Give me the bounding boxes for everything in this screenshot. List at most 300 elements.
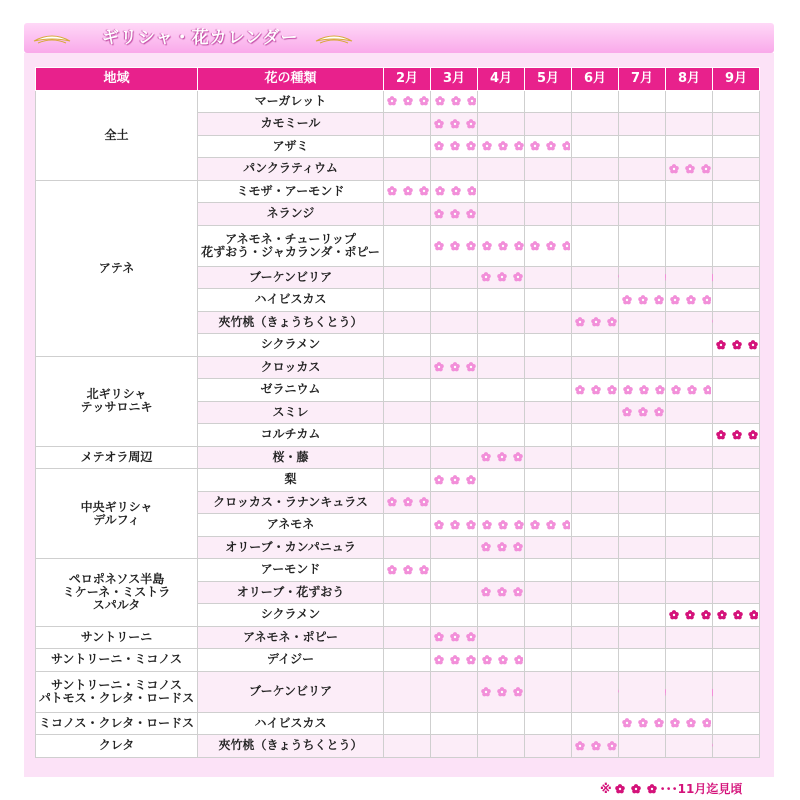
month-cell bbox=[666, 581, 713, 604]
flower-label: ゼラニウム bbox=[260, 382, 321, 397]
header-month-5: 5月 bbox=[525, 68, 572, 91]
flower-label: 梨 bbox=[284, 472, 297, 487]
month-cell bbox=[384, 469, 431, 492]
month-cell bbox=[478, 311, 525, 334]
flower-label: オリーブ・花ずおう bbox=[236, 584, 345, 599]
month-cell bbox=[619, 469, 666, 492]
month-cell bbox=[666, 311, 713, 334]
table-row bbox=[36, 356, 760, 379]
month-cell bbox=[478, 446, 525, 469]
month-cell bbox=[478, 559, 525, 582]
month-cell bbox=[713, 289, 760, 312]
month-cell bbox=[713, 356, 760, 379]
month-cell bbox=[666, 90, 713, 113]
flower-label: パンクラティウム bbox=[243, 161, 338, 176]
region-cell bbox=[36, 626, 198, 649]
month-cell bbox=[431, 90, 478, 113]
flower-label: コルチカム bbox=[260, 427, 321, 442]
month-cell bbox=[525, 180, 572, 203]
month-cell bbox=[713, 604, 760, 627]
bloom-period-bar bbox=[431, 357, 478, 379]
month-cell bbox=[431, 712, 478, 735]
flower-cell bbox=[198, 311, 384, 334]
month-cell bbox=[478, 604, 525, 627]
region-label: サントリーニ・ミコノス bbox=[51, 652, 182, 667]
region-label: パトモス・クレタ・ロードス bbox=[38, 690, 195, 705]
flower-label: 夾竹桃（きょうちくとう） bbox=[218, 738, 363, 753]
month-cell bbox=[525, 712, 572, 735]
month-cell bbox=[619, 379, 666, 402]
month-cell bbox=[572, 311, 619, 334]
month-cell bbox=[572, 712, 619, 735]
month-cell bbox=[572, 424, 619, 447]
month-cell bbox=[619, 180, 666, 203]
month-cell bbox=[525, 424, 572, 447]
flower-label: ミモザ・アーモンド bbox=[236, 183, 345, 198]
month-cell bbox=[525, 735, 572, 758]
month-cell bbox=[572, 225, 619, 266]
month-cell bbox=[572, 649, 619, 672]
region-label: ペロポネソス半島 bbox=[68, 571, 165, 586]
flower-icon bbox=[713, 430, 758, 440]
month-cell bbox=[619, 356, 666, 379]
bloom-period-bar bbox=[478, 537, 525, 559]
footnote-flower-icon bbox=[612, 784, 660, 794]
flower-cell bbox=[198, 649, 384, 672]
month-cell bbox=[525, 401, 572, 424]
footnote-prefix: ※ bbox=[600, 782, 612, 796]
month-cell bbox=[572, 135, 619, 158]
flower-label: ネランジ bbox=[266, 206, 315, 221]
month-cell bbox=[666, 180, 713, 203]
month-cell bbox=[572, 671, 619, 712]
month-cell bbox=[431, 113, 478, 136]
month-cell bbox=[431, 581, 478, 604]
month-cell bbox=[572, 334, 619, 357]
month-cell bbox=[431, 401, 478, 424]
month-cell bbox=[478, 90, 525, 113]
month-cell bbox=[572, 90, 619, 113]
month-cell bbox=[572, 158, 619, 181]
region-label: アテネ bbox=[98, 260, 135, 275]
flower-cell bbox=[198, 379, 384, 402]
month-cell bbox=[619, 158, 666, 181]
region-label: 全土 bbox=[104, 127, 129, 142]
month-cell bbox=[478, 135, 525, 158]
month-cell bbox=[431, 469, 478, 492]
month-cell bbox=[572, 581, 619, 604]
month-cell bbox=[666, 379, 713, 402]
month-cell bbox=[713, 671, 760, 712]
header-month-8: 8月 bbox=[666, 68, 713, 91]
month-cell bbox=[431, 289, 478, 312]
month-cell bbox=[384, 735, 431, 758]
month-cell bbox=[431, 356, 478, 379]
month-cell bbox=[572, 266, 619, 289]
month-cell bbox=[431, 266, 478, 289]
month-cell bbox=[525, 581, 572, 604]
region-label: 中央ギリシャ bbox=[80, 499, 153, 514]
flower-icon bbox=[713, 340, 758, 350]
region-label: クレタ bbox=[98, 738, 135, 753]
month-cell bbox=[525, 135, 572, 158]
month-cell bbox=[384, 225, 431, 266]
flower-label: 花ずおう・ジャカランダ・ポピー bbox=[201, 244, 380, 259]
region-label: サントリーニ bbox=[80, 629, 153, 644]
flower-cell bbox=[198, 626, 384, 649]
table-row bbox=[36, 649, 760, 672]
month-cell bbox=[525, 491, 572, 514]
month-cell bbox=[619, 559, 666, 582]
month-cell bbox=[431, 514, 478, 537]
month-cell bbox=[619, 424, 666, 447]
flower-label: カモミール bbox=[260, 116, 321, 131]
flower-label: アネモネ・ポピー bbox=[242, 629, 339, 644]
month-cell bbox=[478, 424, 525, 447]
month-cell bbox=[666, 626, 713, 649]
region-cell bbox=[36, 356, 198, 446]
month-cell bbox=[619, 113, 666, 136]
month-cell bbox=[572, 356, 619, 379]
header-month-7: 7月 bbox=[619, 68, 666, 91]
month-cell bbox=[384, 289, 431, 312]
flower-cell bbox=[198, 266, 384, 289]
month-cell bbox=[431, 536, 478, 559]
page-title: ギリシャ・花カレンダー bbox=[102, 28, 299, 48]
month-cell bbox=[478, 712, 525, 735]
flower-cell bbox=[198, 424, 384, 447]
flower-label: アネモネ bbox=[266, 517, 315, 532]
header-row bbox=[36, 68, 760, 91]
month-cell bbox=[619, 626, 666, 649]
month-cell bbox=[619, 536, 666, 559]
month-cell bbox=[713, 581, 760, 604]
month-cell bbox=[525, 536, 572, 559]
month-cell bbox=[431, 424, 478, 447]
title-banner bbox=[24, 23, 774, 53]
month-cell bbox=[478, 401, 525, 424]
month-cell bbox=[619, 712, 666, 735]
month-cell bbox=[384, 712, 431, 735]
region-label: ミケーネ・ミストラ bbox=[62, 584, 171, 599]
month-cell bbox=[384, 401, 431, 424]
month-cell bbox=[478, 671, 525, 712]
month-cell bbox=[666, 671, 713, 712]
month-cell bbox=[572, 735, 619, 758]
month-cell bbox=[478, 536, 525, 559]
month-cell bbox=[666, 604, 713, 627]
month-cell bbox=[619, 289, 666, 312]
month-cell bbox=[572, 491, 619, 514]
month-cell bbox=[384, 180, 431, 203]
header-month-6: 6月 bbox=[572, 68, 619, 91]
flower-label: 桜・藤 bbox=[272, 449, 309, 464]
month-cell bbox=[431, 626, 478, 649]
month-cell bbox=[525, 514, 572, 537]
month-cell bbox=[713, 469, 760, 492]
flower-label: ブーケンビリア bbox=[248, 684, 333, 698]
month-cell bbox=[478, 469, 525, 492]
month-cell bbox=[666, 424, 713, 447]
right-wing-icon bbox=[314, 33, 354, 45]
month-cell bbox=[384, 158, 431, 181]
month-cell bbox=[431, 311, 478, 334]
month-cell bbox=[525, 266, 572, 289]
month-cell bbox=[478, 203, 525, 226]
region-cell bbox=[36, 90, 198, 180]
header-flower: 花の種類 bbox=[198, 68, 384, 91]
footnote-text: ･･･11月迄見頃 bbox=[659, 782, 743, 796]
month-cell bbox=[525, 225, 572, 266]
flower-label: デイジー bbox=[266, 652, 315, 667]
flower-icon bbox=[384, 565, 429, 575]
table-row bbox=[36, 446, 760, 469]
month-cell bbox=[619, 671, 666, 712]
flower-cell bbox=[198, 559, 384, 582]
month-cell bbox=[525, 203, 572, 226]
month-cell bbox=[572, 203, 619, 226]
flower-label: クロッカス bbox=[260, 359, 321, 374]
month-cell bbox=[525, 649, 572, 672]
month-cell bbox=[431, 158, 478, 181]
header-month-2: 2月 bbox=[384, 68, 431, 91]
month-cell bbox=[384, 203, 431, 226]
month-cell bbox=[478, 581, 525, 604]
bloom-period-bar bbox=[713, 334, 760, 356]
month-cell bbox=[384, 90, 431, 113]
month-cell bbox=[619, 649, 666, 672]
flower-cell bbox=[198, 401, 384, 424]
month-cell bbox=[666, 203, 713, 226]
month-cell bbox=[525, 334, 572, 357]
flower-label: オリーブ・カンパニュラ bbox=[225, 539, 356, 554]
flower-cell bbox=[198, 158, 384, 181]
flower-icon bbox=[478, 587, 523, 597]
region-cell bbox=[36, 735, 198, 758]
flower-cell bbox=[198, 225, 384, 266]
month-cell bbox=[713, 334, 760, 357]
month-cell bbox=[666, 491, 713, 514]
month-cell bbox=[572, 514, 619, 537]
bloom-period-bar bbox=[478, 582, 525, 604]
month-cell bbox=[478, 266, 525, 289]
month-cell bbox=[619, 735, 666, 758]
month-cell bbox=[713, 135, 760, 158]
month-cell bbox=[431, 559, 478, 582]
month-cell bbox=[384, 626, 431, 649]
month-cell bbox=[525, 671, 572, 712]
month-cell bbox=[666, 649, 713, 672]
month-cell bbox=[431, 225, 478, 266]
month-cell bbox=[713, 401, 760, 424]
bloom-footnote bbox=[600, 780, 742, 797]
month-cell bbox=[384, 334, 431, 357]
month-cell bbox=[525, 446, 572, 469]
header-month-3: 3月 bbox=[431, 68, 478, 91]
month-cell bbox=[666, 514, 713, 537]
flower-cell bbox=[198, 604, 384, 627]
month-cell bbox=[619, 491, 666, 514]
flower-cell bbox=[198, 289, 384, 312]
region-label: メテオラ周辺 bbox=[80, 449, 153, 464]
flower-label: シクラメン bbox=[260, 607, 321, 622]
region-label: ミコノス・クレタ・ロードス bbox=[39, 715, 194, 730]
month-cell bbox=[666, 158, 713, 181]
flower-label: アーモンド bbox=[260, 562, 321, 577]
month-cell bbox=[384, 135, 431, 158]
month-cell bbox=[713, 113, 760, 136]
month-cell bbox=[713, 491, 760, 514]
month-cell bbox=[619, 90, 666, 113]
month-cell bbox=[572, 604, 619, 627]
flower-cell bbox=[198, 356, 384, 379]
table-row bbox=[36, 90, 760, 113]
month-cell bbox=[478, 491, 525, 514]
month-cell bbox=[713, 158, 760, 181]
flower-cell bbox=[198, 735, 384, 758]
month-cell bbox=[666, 559, 713, 582]
month-cell bbox=[572, 446, 619, 469]
month-cell bbox=[619, 266, 666, 289]
month-cell bbox=[384, 649, 431, 672]
month-cell bbox=[384, 113, 431, 136]
flower-label: スミレ bbox=[272, 404, 309, 419]
flower-cell bbox=[198, 90, 384, 113]
month-cell bbox=[384, 266, 431, 289]
month-cell bbox=[572, 379, 619, 402]
month-cell bbox=[431, 334, 478, 357]
flower-cell bbox=[198, 671, 384, 712]
region-label: サントリーニ・ミコノス bbox=[51, 677, 182, 692]
month-cell bbox=[572, 559, 619, 582]
flower-icon bbox=[478, 542, 523, 552]
month-cell bbox=[666, 401, 713, 424]
left-wing-icon bbox=[32, 33, 72, 45]
month-cell bbox=[384, 536, 431, 559]
month-cell bbox=[619, 514, 666, 537]
month-cell bbox=[525, 469, 572, 492]
month-cell bbox=[713, 514, 760, 537]
month-cell bbox=[666, 735, 713, 758]
month-cell bbox=[431, 649, 478, 672]
flower-cell bbox=[198, 712, 384, 735]
bloom-period-bar bbox=[431, 469, 478, 491]
month-cell bbox=[525, 311, 572, 334]
month-cell bbox=[384, 311, 431, 334]
region-cell bbox=[36, 180, 198, 356]
table-row bbox=[36, 735, 760, 758]
month-cell bbox=[666, 113, 713, 136]
flower-icon bbox=[431, 362, 476, 372]
month-cell bbox=[478, 113, 525, 136]
month-cell bbox=[619, 311, 666, 334]
flower-label: ハイビスカス bbox=[254, 715, 327, 730]
month-cell bbox=[713, 180, 760, 203]
header-month-4: 4月 bbox=[478, 68, 525, 91]
bloom-period-bar bbox=[384, 559, 431, 581]
month-cell bbox=[666, 356, 713, 379]
flower-cell bbox=[198, 491, 384, 514]
header-region: 地域 bbox=[36, 68, 198, 91]
month-cell bbox=[478, 225, 525, 266]
flower-label: ハイビスカス bbox=[254, 292, 327, 307]
month-cell bbox=[619, 401, 666, 424]
flower-cell bbox=[198, 469, 384, 492]
month-cell bbox=[713, 536, 760, 559]
month-cell bbox=[478, 334, 525, 357]
bloom-period-bar bbox=[713, 424, 760, 446]
table-row bbox=[36, 559, 760, 582]
month-cell bbox=[619, 446, 666, 469]
month-cell bbox=[572, 180, 619, 203]
region-label: 北ギリシャ bbox=[86, 387, 147, 401]
month-cell bbox=[384, 424, 431, 447]
month-cell bbox=[478, 735, 525, 758]
region-cell bbox=[36, 446, 198, 469]
month-cell bbox=[713, 626, 760, 649]
region-label: デルフィ bbox=[93, 512, 140, 527]
month-cell bbox=[666, 266, 713, 289]
flower-icon bbox=[431, 475, 476, 485]
month-cell bbox=[525, 158, 572, 181]
month-cell bbox=[619, 334, 666, 357]
month-cell bbox=[525, 90, 572, 113]
month-cell bbox=[619, 203, 666, 226]
month-cell bbox=[431, 379, 478, 402]
month-cell bbox=[384, 671, 431, 712]
table-row bbox=[36, 180, 760, 203]
flower-icon bbox=[478, 452, 523, 462]
month-cell bbox=[431, 180, 478, 203]
flower-label: シクラメン bbox=[260, 337, 321, 352]
month-cell bbox=[478, 158, 525, 181]
month-cell bbox=[713, 712, 760, 735]
month-cell bbox=[713, 379, 760, 402]
month-cell bbox=[666, 289, 713, 312]
month-cell bbox=[572, 626, 619, 649]
month-cell bbox=[525, 356, 572, 379]
flower-cell bbox=[198, 446, 384, 469]
month-cell bbox=[572, 113, 619, 136]
region-label: スパルタ bbox=[92, 597, 141, 612]
month-cell bbox=[525, 379, 572, 402]
flower-cell bbox=[198, 581, 384, 604]
region-cell bbox=[36, 469, 198, 559]
month-cell bbox=[431, 735, 478, 758]
month-cell bbox=[619, 135, 666, 158]
flower-cell bbox=[198, 180, 384, 203]
month-cell bbox=[431, 203, 478, 226]
flower-calendar-table bbox=[35, 67, 760, 758]
month-cell bbox=[619, 225, 666, 266]
flower-cell bbox=[198, 514, 384, 537]
region-cell bbox=[36, 559, 198, 627]
month-cell bbox=[525, 289, 572, 312]
flower-cell bbox=[198, 334, 384, 357]
bloom-period-bar bbox=[478, 447, 525, 469]
table-row bbox=[36, 712, 760, 735]
month-cell bbox=[384, 559, 431, 582]
month-cell bbox=[713, 90, 760, 113]
month-cell bbox=[478, 626, 525, 649]
flower-label: ブーケンビリア bbox=[248, 269, 333, 284]
region-cell bbox=[36, 671, 198, 712]
month-cell bbox=[713, 649, 760, 672]
month-cell bbox=[384, 604, 431, 627]
table-row bbox=[36, 671, 760, 712]
month-cell bbox=[713, 225, 760, 266]
table-row bbox=[36, 626, 760, 649]
